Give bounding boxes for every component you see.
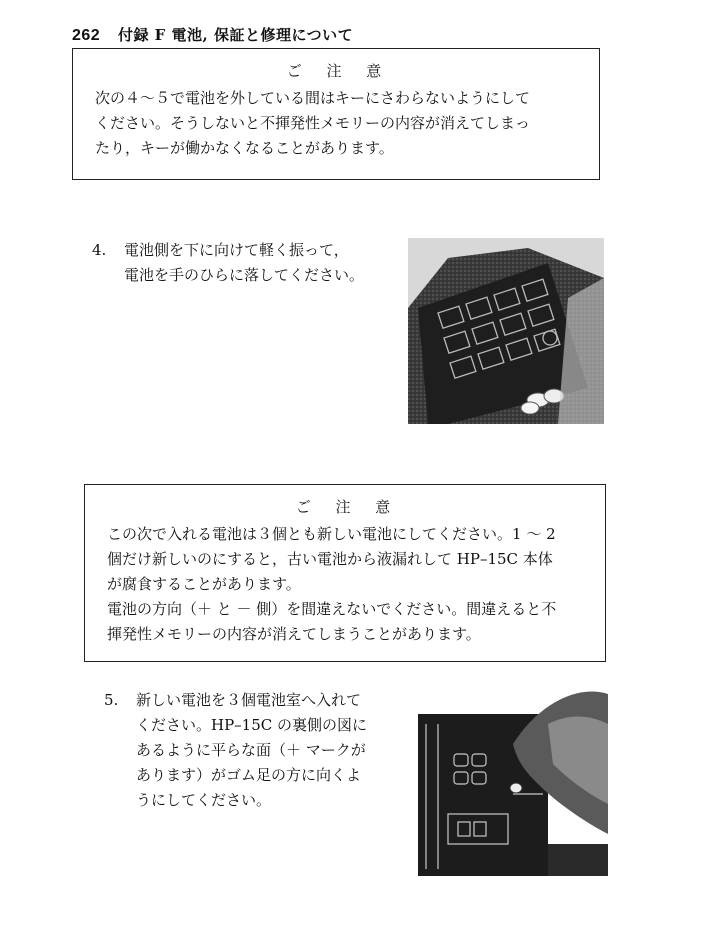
notice-line: 次の４～５で電池を外している間はキーにさわらないようにして: [95, 89, 531, 107]
notice-title: ご 注 意: [295, 498, 401, 516]
notice-line: たり，キーが働かなくなることがあります。: [95, 139, 394, 157]
step-text: [124, 238, 364, 288]
step-line: あるように平らな面（＋ マークが: [136, 741, 366, 759]
notice-line: 揮発性メモリーの内容が消えてしまうことがあります。: [107, 625, 481, 643]
step-line: うにしてください。: [136, 791, 272, 809]
step-number: 4.: [92, 241, 107, 259]
notice-box-1: [72, 48, 600, 180]
notice-line: ください。そうしないと不揮発性メモリーの内容が消えてしまっ: [95, 114, 531, 132]
step-line: 電池を手のひらに落してください。: [124, 266, 365, 284]
page-header: [72, 24, 353, 45]
notice-line: この次で入れる電池は３個とも新しい電池にしてください。1 ～ 2: [107, 525, 556, 543]
notice-line: 電池の方向（＋ と － 側）を間違えないでください。間違えると不: [107, 600, 557, 618]
step-line: 電池側を下に向けて軽く振って，: [124, 241, 349, 259]
photo-inserting-batteries: [418, 684, 608, 876]
step-number: 5.: [104, 691, 119, 709]
notice-line: が腐食することがあります。: [107, 575, 301, 593]
notice-title: ご 注 意: [286, 62, 392, 80]
step-line: ください。HP–15C の裏側の図に: [136, 716, 368, 734]
step-line: 新しい電池を３個電池室へ入れて: [136, 691, 362, 709]
notice-line: 個だけ新しいのにすると，古い電池から液漏れして HP–15C 本体: [107, 550, 553, 568]
step-text: [136, 688, 367, 813]
page-number: 262: [72, 27, 101, 44]
photo-calculator-batteries-out: [408, 238, 604, 424]
notice-box-2: [84, 484, 606, 662]
page-title: 付録 F 電池, 保証と修理について: [117, 26, 354, 44]
step-line: あります）がゴム足の方に向くよ: [136, 766, 362, 784]
